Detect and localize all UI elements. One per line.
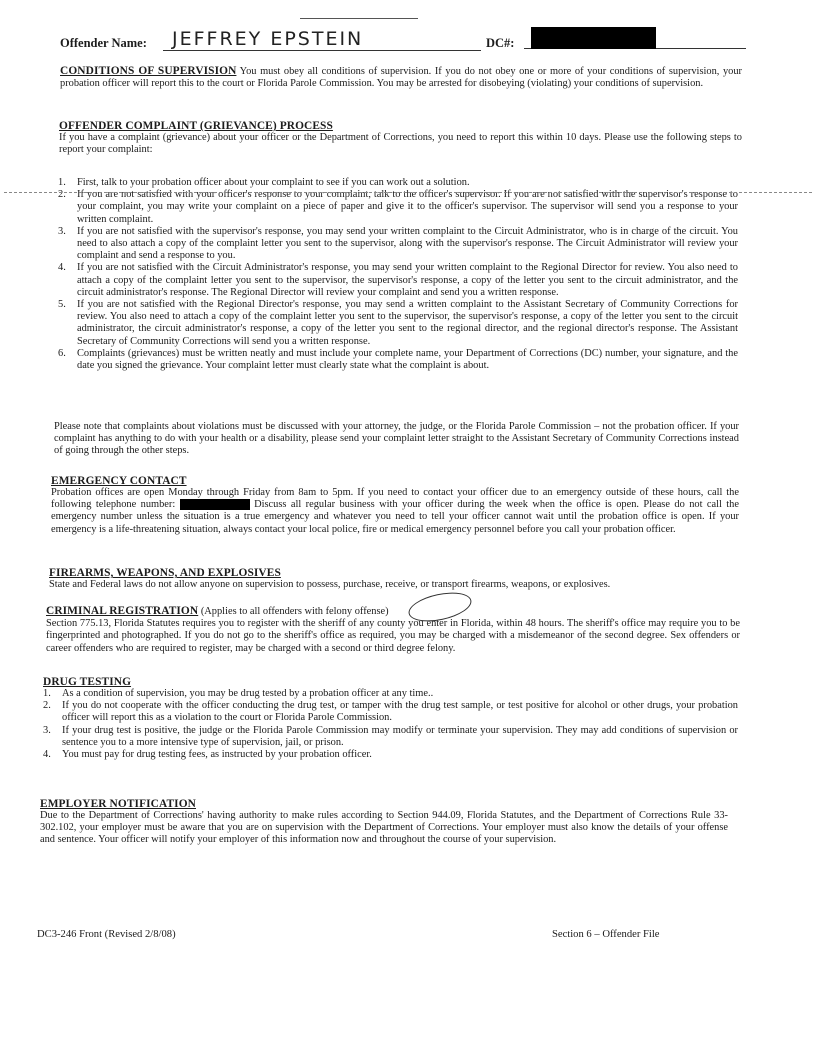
section-label: Section 6 – Offender File (552, 929, 660, 940)
conditions-section (60, 65, 742, 90)
complaint-steps (58, 177, 738, 372)
scan-dashed-line (4, 192, 812, 193)
firearms-section (49, 567, 739, 591)
top-rule (300, 18, 418, 19)
offender-name-line (163, 50, 481, 51)
registration-heading: CRIMINAL REGISTRATION (46, 605, 199, 617)
emergency-text-before: Probation offices are open Monday through Friday from 8am to 5pm. If you need to contact your officer due to an emergency outside of these hours, call the following telephone number: (51, 487, 739, 511)
conditions-heading: CONDITIONS OF SUPERVISION (60, 65, 237, 77)
dc-number-label: DC#: (486, 36, 515, 50)
emergency-section (51, 475, 739, 536)
offender-name-label: Offender Name: (60, 36, 147, 50)
emergency-heading: EMERGENCY CONTACT (51, 475, 187, 487)
drug-testing-item: 3. If your drug test is positive, the judge or the Florida Parole Commission may modify or terminate your supervision. They may add conditions of supervision or sentence you to a more intensive type of supervision, jail, or prison. (43, 724, 738, 748)
emergency-text-after: Discuss all regular business with your officer during the week when the office is open. Please do not call the emergency number unless the situation is a true emergency and whatever you need to tell your officer cannot wait until the probation office is open. If your emergency is a life-threatening situation, always contact your local police, fire or medical emergency personnel before you call your probation officer. (51, 499, 739, 535)
complaint-section (59, 120, 742, 156)
complaint-step: 6. Complaints (grievances) must be written neatly and must include your complete name, your Department of Corrections (DC) number, your signature, and the date you signed the grievance. Your complaint letter must clearly state what the complaint is about. (58, 347, 738, 372)
phone-number-redaction (180, 499, 250, 510)
drug-testing-item: 4. You must pay for drug testing fees, as instructed by your probation officer. (43, 749, 372, 761)
employer-heading: EMPLOYER NOTIFICATION (40, 798, 196, 810)
registration-section (46, 605, 740, 655)
drug-testing-item: 2. If you do not cooperate with the officer conducting the drug test, or tamper with the drug test sample, or test positive for alcohol or other drugs, your probation officer will report this as a violation to the court or Florida Parole Commission. (43, 700, 738, 724)
drug-testing-heading: DRUG TESTING (43, 676, 132, 688)
registration-heading-note: (Applies to all offenders with felony offense) (200, 606, 389, 617)
offender-name-value: JEFFREY EPSTEIN (172, 28, 364, 50)
employer-section (40, 798, 728, 847)
firearms-heading: FIREARMS, WEAPONS, AND EXPLOSIVES (49, 567, 281, 579)
firearms-text: State and Federal laws do not allow anyone on supervision to possess, purchase, receive, or transport firearms, weapons, or explosives. (49, 579, 611, 590)
complaint-step: 4. If you are not satisfied with the Circuit Administrator's response, you may send your written complaint to the Regional Director for review. You also need to attach a copy of the complaint letter you sent to the supervisor, the supervisor's response, a copy of the letter you sent to the circuit administrator, and the circuit administrator's response. The Regional Director will review your complaint and send you a written response. (58, 262, 738, 298)
conditions-text: You must obey all conditions of supervision. If you do not obey one or more of your conditions of supervision, your probation officer will report this to the court or Florida Parole Commission. You may be arrested for disobeying (violating) your conditions of supervision. (60, 66, 742, 90)
complaint-intro: If you have a complaint (grievance) about your officer or the Department of Corrections, you need to report this within 10 days. Please use the following steps to report your complaint: (59, 132, 742, 156)
complaint-heading: OFFENDER COMPLAINT (GRIEVANCE) PROCESS (59, 120, 333, 132)
registration-text: Section 775.13, Florida Statutes requires you to register with the sheriff of any county you enter in Florida, within 48 hours. The sheriff's office may require you to be fingerprinted and photographed. If you do not go to the sheriff's office as required, you may be charged with a misdemeanor of the second degree. Sex offenders or career offenders who are required to register, may be charged with a second or third degree felony. (46, 618, 740, 654)
complaint-step: 1. First, talk to your probation officer about your complaint to see if you can work out a solution. (58, 177, 470, 188)
complaint-note: Please note that complaints about violations must be discussed with your attorney, the judge, or the Florida Parole Commission – not the probation officer. If your complaint has anything to do with your health or a disability, please send your complaint letter straight to the Assistant Secretary of Community Corrections instead of going through the other steps. (54, 421, 739, 457)
form-id: DC3-246 Front (Revised 2/8/08) (37, 929, 176, 940)
complaint-step: 3. If you are not satisfied with the supervisor's response, you may send your written complaint to the Circuit Administrator, who is in charge of the circuit. You need to also attach a copy of the complaint letter you sent to the supervisor, along with the supervisor's response. The Circuit Administrator will review your complaint and send a response to you. (58, 225, 738, 262)
complaint-step: 2. If you are not satisfied with your officer's response to your complaint, talk to the officer's supervisor. If you are not satisfied with the supervisor's response to your complaint, you may write your complaint on a piece of paper and give it to the officer's supervisor. The supervisor will send you a response to your written complaint. (58, 189, 738, 225)
drug-testing-item: 1. As a condition of supervision, you may be drug tested by a probation officer at any time.. (43, 688, 434, 699)
dc-number-redaction (531, 27, 656, 49)
drug-testing-section (43, 676, 738, 761)
employer-text: Due to the Department of Corrections' having authority to make rules according to Section 944.09, Florida Statutes, and the Department of Corrections Rule 33-302.102, your employer must be aware that you are on supervision with the Department of Corrections. Your employer must also know the details of your offense and sentence. Your officer will notify your employer of this information now and throughout the course of your supervision. (40, 810, 728, 846)
complaint-step: 5. If you are not satisfied with the Regional Director's response, you may send a written complaint to the Assistant Secretary of Community Corrections for review. You also need to attach a copy of the complaint letter you sent to the supervisor, the supervisor's response, a copy of the letter you sent to the circuit administrator, the circuit administrator's response, a copy of the letter you sent to the regional director, and the regional director's response. The Assistant Secretary of Community Corrections will send you a written response. (58, 299, 738, 347)
